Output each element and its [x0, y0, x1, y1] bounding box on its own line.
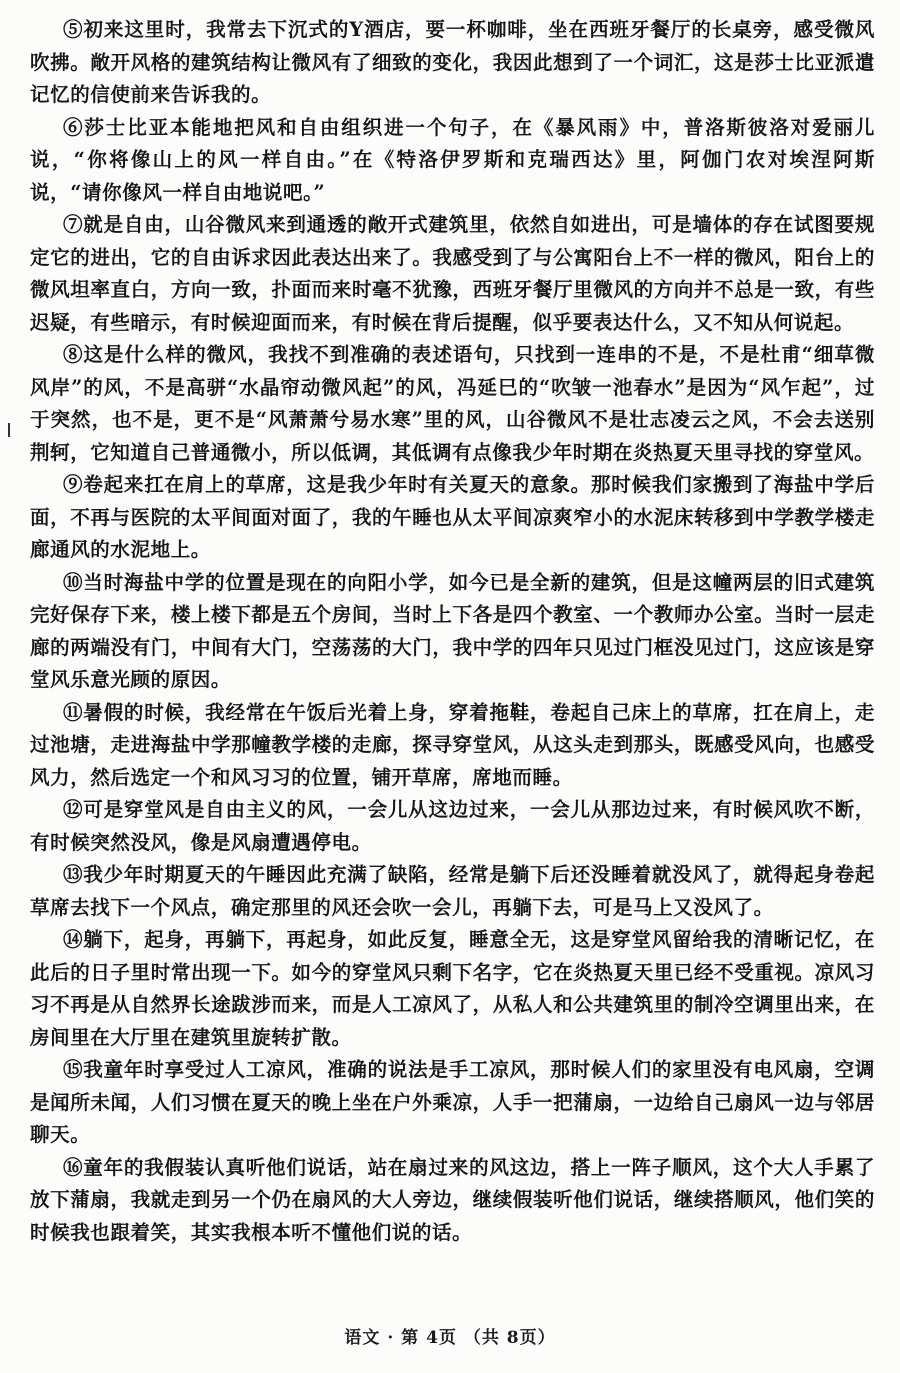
paragraph-5: ⑤初来这里时，我常去下沉式的Y酒店，要一杯咖啡，坐在西班牙餐厅的长桌旁，感受微风吹拂。敞开风格的建筑结构让微风有了细致的变化，我因此想到了一个词汇，这是莎士比亚派遣记忆的信使前来告诉我的。	[30, 18, 875, 106]
page-footer: 语文 · 第 4页 （共 8页）	[344, 1328, 556, 1348]
paragraph-14: ⑭躺下，起身，再躺下，再起身，如此反复，睡意全无，这是穿堂风留给我的清晰记忆，在此后的日子里时常出现一下。如今的穿堂风只剩下名字，它在炎热夏天里已经不受重视。凉风习习不再是从自然界长途跋涉而来，而是人工凉风了，从私人和公共建筑里的制冷空调里出来，在房间里在大厅里在建筑里旋转扩散。	[30, 928, 875, 1049]
paragraph-13: ⑬我少年时期夏天的午睡因此充满了缺陷，经常是躺下后还没睡着就没风了，就得起身卷起草席去找下一个风点，确定那里的风还会吹一会儿，再躺下去，可是马上又没风了。	[30, 863, 875, 919]
paragraph-16: ⑯童年的我假装认真听他们说话，站在扇过来的风这边，搭上一阵子顺风，这个大人手累了放下蒲扇，我就走到另一个仍在扇风的大人旁边，继续假装听他们说话，继续搭顺风，他们笑的时候我也跟着笑，其实我根本听不懂他们说的话。	[30, 1155, 875, 1244]
margin-mark	[8, 423, 10, 437]
paragraph-11: ⑪暑假的时候，我经常在午饭后光着上身，穿着拖鞋，卷起自己床上的草席，扛在肩上，走过池塘，走进海盐中学那幢教学楼的走廊，探寻穿堂风，从这头走到那头，既感受风向，也感受风力，然后选定一个和风习习的位置，铺开草席，席地而睡。	[30, 700, 875, 789]
paragraph-12: ⑫可是穿堂风是自由主义的风，一会儿从这边过来，一会儿从那边过来，有时候风吹不断，有时候突然没风，像是风扇遭遇停电。	[30, 798, 875, 854]
paragraph-6: ⑥莎士比亚本能地把风和自由组织进一个句子，在《暴风雨》中，普洛斯彼洛对爱丽儿说，“你将像山上的风一样自由。”在《特洛伊罗斯和克瑞西达》里，阿伽门农对埃涅阿斯说，“请你像风一样自由地说吧。”	[30, 115, 875, 204]
paragraph-8: ⑧这是什么样的微风，我找不到准确的表述语句，只找到一连串的不是，不是杜甫“细草微风岸”的风，不是高骈“水晶帘动微风起”的风，冯延巳的“吹皱一池春水”是因为“风乍起”，过于突然，也不是，更不是“风萧萧兮易水寒”里的风，山谷微风不是壮志凌云之风，不会去送别荆轲，它知道自己普通微小，所以低调，其低调有点像我少年时期在炎热夏天里寻找的穿堂风。	[30, 343, 875, 464]
paragraph-9: ⑨卷起来扛在肩上的草席，这是我少年时有关夏天的意象。那时候我们家搬到了海盐中学后面，不再与医院的太平间面对面了，我的午睡也从太平间凉爽窄小的水泥床转移到中学教学楼走廊通风的水泥地上。	[30, 473, 875, 561]
paragraph-15: ⑮我童年时享受过人工凉风，准确的说法是手工凉风，那时候人们的家里没有电风扇，空调是闻所未闻，人们习惯在夏天的晚上坐在户外乘凉，人手一把蒲扇，一边给自己扇风一边与邻居聊天。	[30, 1058, 875, 1146]
article-body	[30, 14, 875, 1249]
paragraph-10: ⑩当时海盐中学的位置是现在的向阳小学，如今已是全新的建筑，但是这幢两层的旧式建筑完好保存下来，楼上楼下都是五个房间，当时上下各是四个教室、一个教师办公室。当时一层走廊的两端没有门，中间有大门，空荡荡的大门，我中学的四年只见过门框没见过门，这应该是穿堂风乐意光顾的原因。	[30, 570, 875, 691]
paragraph-7: ⑦就是自由，山谷微风来到通透的敞开式建筑里，依然自如进出，可是墙体的存在试图要规定它的进出，它的自由诉求因此表达出来了。我感受到了与公寓阳台上不一样的微风，阳台上的微风坦率直白，方向一致，扑面而来时毫不犹豫，西班牙餐厅里微风的方向并不总是一致，有些迟疑，有些暗示，有时候迎面而来，有时候在背后提醒，似乎要表达什么，又不知从何说起。	[30, 213, 875, 334]
